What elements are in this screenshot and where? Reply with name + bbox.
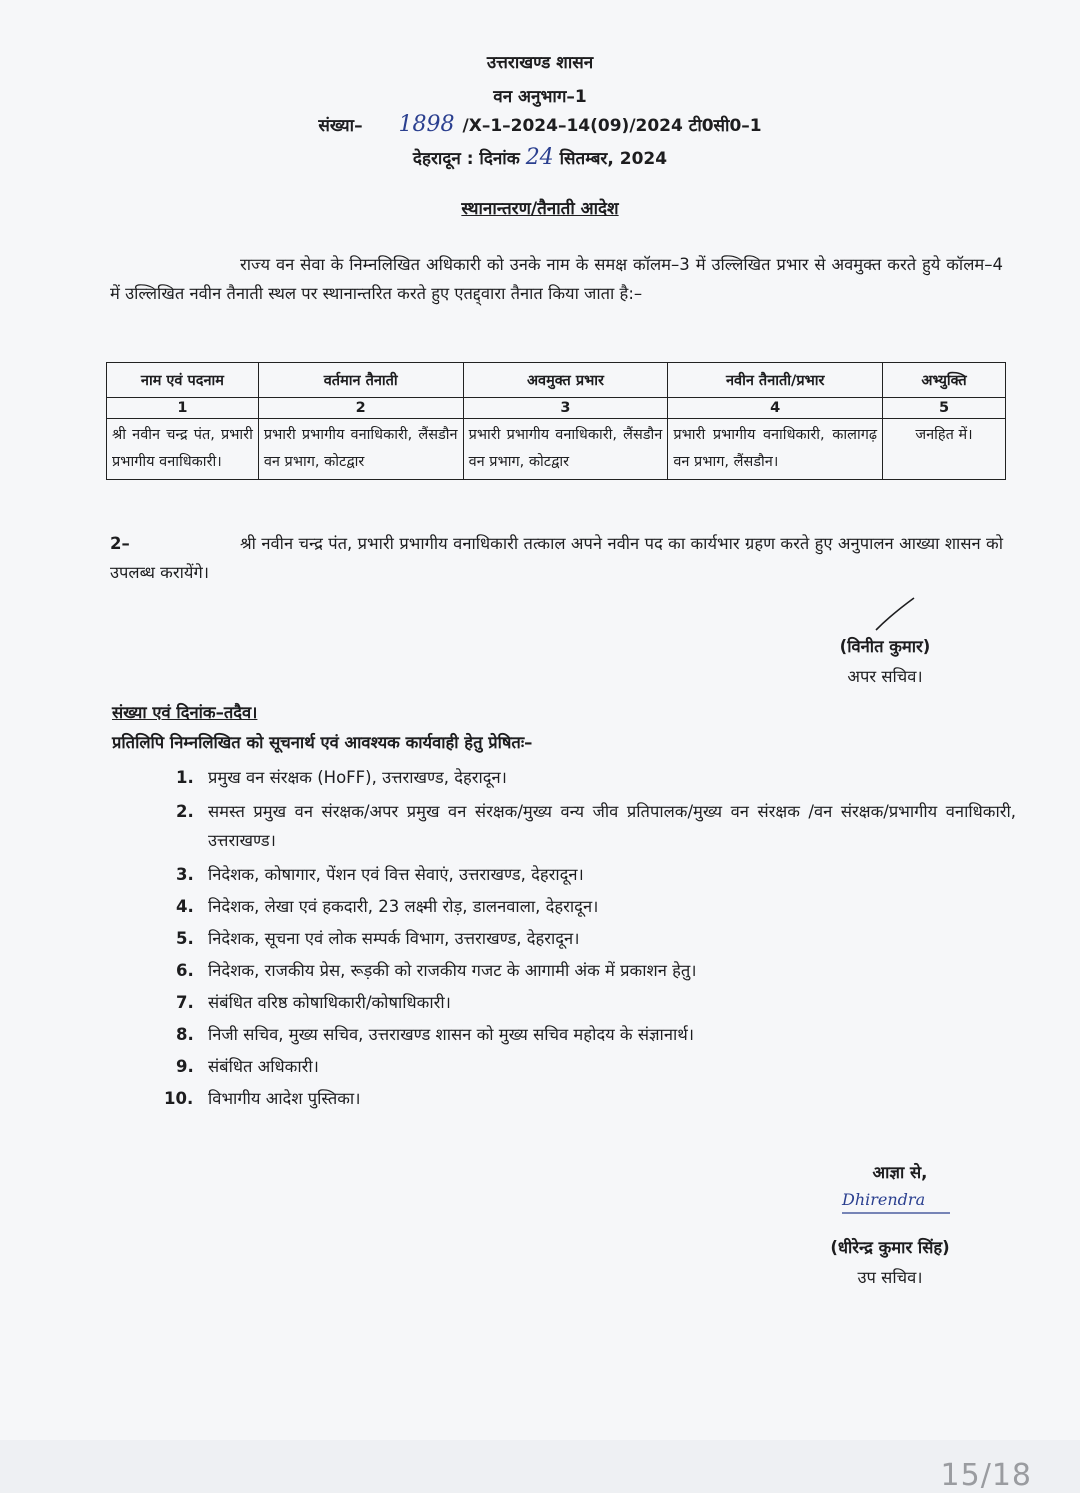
table-cell-remarks: जनहित में। bbox=[883, 419, 1006, 480]
table-header: नाम एवं पदनाम bbox=[107, 363, 259, 398]
transfer-table bbox=[106, 362, 1006, 480]
list-item: 1. प्रमुख वन संरक्षक (HoFF), उत्तराखण्ड, देहरादून। bbox=[176, 768, 507, 787]
column-number-row bbox=[107, 398, 1006, 419]
signatory-2-name: (धीरेन्द्र कुमार सिंह) bbox=[830, 1238, 950, 1257]
handwritten-date: 24 bbox=[525, 145, 554, 170]
signatory-1-designation: अपर सचिव। bbox=[847, 667, 923, 686]
column-number: 2 bbox=[258, 398, 463, 419]
table-cell-current-posting: प्रभारी प्रभागीय वनाधिकारी, लैंसडौन वन प्रभाग, कोटद्वार bbox=[258, 419, 463, 480]
page-indicator: 15/18 bbox=[940, 1458, 1032, 1493]
reference-line: संख्या एवं दिनांक–तदैव। bbox=[112, 703, 258, 722]
paragraph-text: श्री नवीन चन्द्र पंत, प्रभारी प्रभागीय वनाधिकारी तत्काल अपने नवीन पद का कार्यभार ग्रहण करते हुए अनुपालन आख्या शासन को उपलब्ध करायेंगे। bbox=[110, 534, 1003, 582]
signatory-2-designation: उप सचिव। bbox=[857, 1268, 923, 1287]
list-item: 7. संबंधित वरिष्ठ कोषाधिकारी/कोषाधिकारी। bbox=[176, 993, 451, 1012]
column-number: 4 bbox=[668, 398, 883, 419]
handwritten-number: 1898 bbox=[398, 112, 455, 137]
table-header: अवमुक्त प्रभार bbox=[463, 363, 668, 398]
signature-2: Dhirendra bbox=[842, 1190, 926, 1209]
number-prefix: संख्या– bbox=[318, 116, 363, 136]
paragraph-2 bbox=[110, 529, 1003, 587]
intro-paragraph: राज्य वन सेवा के निम्नलिखित अधिकारी को उनके नाम के समक्ष कॉलम–3 में उल्लिखित प्रभार से अवमुक्त करते हुये कॉलम–4 में उल्लिखित नवीन तैनाती स्थल पर स्थानान्तरित करते हुए एतद्द्वारा तैनात किया जाता है:– bbox=[110, 255, 1003, 303]
order-title: स्थानान्तरण/तैनाती आदेश bbox=[461, 199, 619, 219]
table-cell-name: श्री नवीन चन्द्र पंत, प्रभारी प्रभागीय वनाधिकारी। bbox=[107, 419, 259, 480]
copy-intro: प्रतिलिपि निम्नलिखित को सूचनार्थ एवं आवश्यक कार्यवाही हेतु प्रेषितः– bbox=[112, 733, 533, 752]
list-item: 9. संबंधित अधिकारी। bbox=[176, 1057, 319, 1076]
signature-mark-1 bbox=[872, 594, 918, 634]
column-number: 1 bbox=[107, 398, 259, 419]
table-row bbox=[107, 419, 1006, 480]
list-item: 8. निजी सचिव, मुख्य सचिव, उत्तराखण्ड शासन को मुख्य सचिव महोदय के संज्ञानार्थ। bbox=[176, 1025, 695, 1044]
table-header: अभ्युक्ति bbox=[883, 363, 1006, 398]
paragraph-number: 2– bbox=[110, 534, 130, 553]
signatory-1-name: (विनीत कुमार) bbox=[839, 637, 931, 656]
column-number: 5 bbox=[883, 398, 1006, 419]
govt-heading: उत्तराखण्ड शासन bbox=[486, 53, 594, 73]
signatory-2 bbox=[790, 1234, 990, 1294]
number-suffix: /X–1–2024–14(09)/2024 टी0सी0–1 bbox=[462, 116, 762, 136]
letter-date bbox=[0, 145, 1080, 170]
list-item: 3. निदेशक, कोषागार, पेंशन एवं वित्त सेवाएं, उत्तराखण्ड, देहरादून। bbox=[176, 865, 584, 884]
table-cell-new-posting: प्रभारी प्रभागीय वनाधिकारी, कालागढ़ वन प्रभाग, लैंसडौन। bbox=[668, 419, 883, 480]
date-prefix: देहरादून : दिनांक bbox=[412, 149, 520, 169]
table-header: वर्तमान तैनाती bbox=[258, 363, 463, 398]
copy-list bbox=[164, 763, 1016, 1113]
section-heading: वन अनुभाग–1 bbox=[493, 87, 587, 107]
table-cell-relieved-charge: प्रभारी प्रभागीय वनाधिकारी, लैंसडौन वन प्रभाग, कोटद्वार bbox=[463, 419, 668, 480]
list-item: 5. निदेशक, सूचना एवं लोक सम्पर्क विभाग, उत्तराखण्ड, देहरादून। bbox=[176, 929, 580, 948]
by-order-label: आज्ञा से, bbox=[872, 1163, 928, 1182]
date-suffix: सितम्बर, 2024 bbox=[559, 149, 668, 169]
signatory-1 bbox=[800, 632, 970, 693]
table-header-row bbox=[107, 363, 1006, 398]
table-header: नवीन तैनाती/प्रभार bbox=[668, 363, 883, 398]
list-item: 6. निदेशक, राजकीय प्रेस, रूड़की को राजकीय गजट के आगामी अंक में प्रकाशन हेतु। bbox=[176, 961, 697, 980]
list-item: 4. निदेशक, लेखा एवं हकदारी, 23 लक्ष्मी रोड़, डालनवाला, देहरादून। bbox=[176, 897, 599, 916]
letter-number bbox=[0, 112, 1080, 137]
column-number: 3 bbox=[463, 398, 668, 419]
list-item: 2. समस्त प्रमुख वन संरक्षक/अपर प्रमुख वन संरक्षक/मुख्य वन्य जीव प्रतिपालक/मुख्य वन संरक्षक /वन संरक्षक/प्रभागीय वनाधिकारी, उत्तराखण्ड। bbox=[176, 802, 1016, 850]
list-item: 10. विभागीय आदेश पुस्तिका। bbox=[164, 1089, 361, 1108]
